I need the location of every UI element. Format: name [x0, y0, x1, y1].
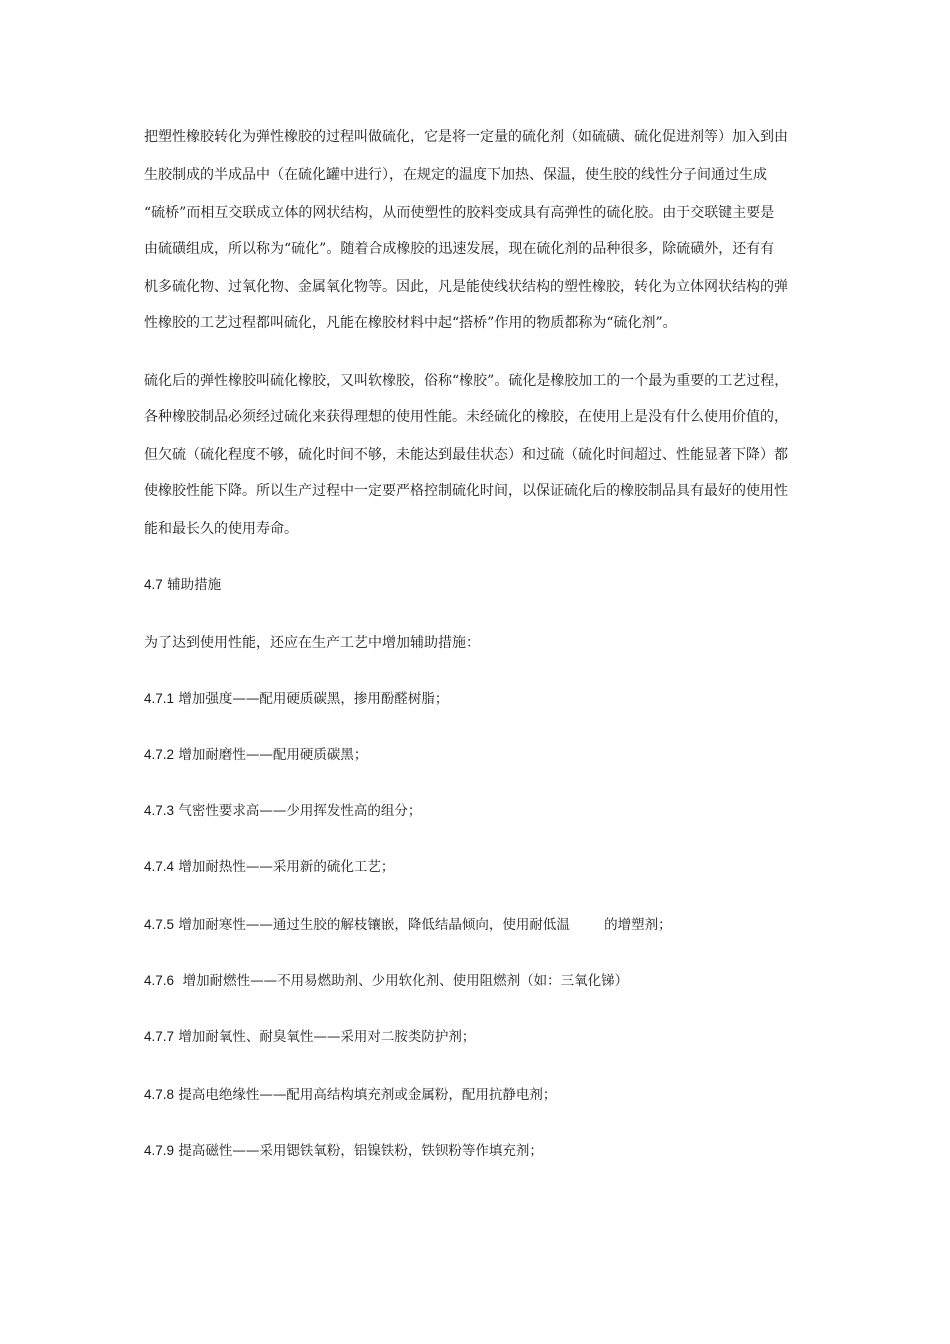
paragraph-1-line-5: 机多硫化物、过氧化物、金属氧化物等。因此，凡是能使线状结构的塑性橡胶，转化为立体网状结构的弹	[144, 279, 788, 295]
paragraph-1-line-2: 生胶制成的半成品中（在硫化罐中进行），在规定的温度下加热、保温，使生胶的线性分子间通过生成	[144, 167, 767, 183]
item-number: 4.7.3	[144, 803, 175, 818]
section-intro: 为了达到使用性能，还应在生产工艺中增加辅助措施：	[144, 635, 480, 651]
paragraph-2-line-3: 但欠硫（硫化程度不够，硫化时间不够，未能达到最佳状态）和过硫（硫化时间超过、性能显著下降）都	[144, 447, 788, 463]
item-number: 4.7.7	[144, 1029, 175, 1044]
item-text: 气密性要求高——少用挥发性高的组分；	[178, 803, 422, 819]
paragraph-1-line-4: 由硫磺组成，所以称为“硫化”。随着合成橡胶的迅速发展，现在硫化剂的品种很多，除硫磺外，还有有	[144, 241, 775, 257]
paragraph-2-line-2: 各种橡胶制品必须经过硫化来获得理想的使用性能。未经硫化的橡胶，在使用上是没有什么使用价值的，	[144, 409, 788, 425]
item-number: 4.7.6	[144, 973, 175, 988]
item-text: 增加耐氧性、耐臭氧性——采用对二胺类防护剂；	[178, 1029, 476, 1045]
list-item	[144, 972, 628, 990]
paragraph-1-line-3: “硫桥”而相互交联成立体的网状结构，从而使塑性的胶料变成具有高弹性的硫化胶。由于交联键主要是	[144, 205, 775, 221]
section-number: 4.7	[144, 577, 163, 592]
list-item	[144, 1086, 556, 1104]
section-title: 辅助措施	[167, 577, 222, 593]
item-text: 增加强度——配用硬质碳黑，掺用酚醛树脂；	[178, 691, 449, 707]
item-number: 4.7.1	[144, 691, 175, 706]
item-number: 4.7.4	[144, 859, 175, 874]
paragraph-2-line-4: 使橡胶性能下降。所以生产过程中一定要严格控制硫化时间，以保证硫化后的橡胶制品具有最好的使用性	[144, 483, 788, 499]
item-number: 4.7.2	[144, 747, 175, 762]
paragraph-1-line-6: 性橡胶的工艺过程都叫硫化，凡能在橡胶材料中起“搭桥”作用的物质都称为“硫化剂”。	[144, 315, 677, 331]
item-number: 4.7.8	[144, 1087, 175, 1102]
list-item	[144, 690, 448, 708]
paragraph-2-line-5: 能和最长久的使用寿命。	[144, 521, 298, 537]
item-number: 4.7.5	[144, 917, 175, 932]
section-heading	[144, 576, 221, 594]
item-text: 增加耐燃性——不用易燃助剂、少用软化剂、使用阻燃剂（如：三氧化锑）	[178, 973, 629, 989]
item-text: 增加耐寒性——通过生胶的解枝镶嵌，降低结晶倾向，使用耐低温 的增塑剂；	[178, 917, 672, 933]
list-item	[144, 916, 672, 934]
item-number: 4.7.9	[144, 1143, 175, 1158]
item-text: 提高电绝缘性——配用高结构填充剂或金属粉，配用抗静电剂；	[178, 1087, 557, 1103]
item-text: 提高磁性——采用锶铁氧粉，铝镍铁粉，铁钡粉等作填充剂；	[178, 1143, 543, 1159]
list-item	[144, 802, 421, 820]
paragraph-2-line-1: 硫化后的弹性橡胶叫硫化橡胶，又叫软橡胶，俗称“橡胶”。硫化是橡胶加工的一个最为重要的工艺过程，	[144, 373, 789, 389]
list-item	[144, 1142, 543, 1160]
list-item	[144, 858, 394, 876]
paragraph-1-line-1: 把塑性橡胶转化为弹性橡胶的过程叫做硫化，它是将一定量的硫化剂（如硫磺、硫化促进剂等）加入到由	[144, 129, 788, 145]
list-item	[144, 1028, 475, 1046]
item-text: 增加耐磨性——配用硬质碳黑；	[178, 747, 368, 763]
item-text: 增加耐热性——采用新的硫化工艺；	[178, 859, 395, 875]
list-item	[144, 746, 367, 764]
